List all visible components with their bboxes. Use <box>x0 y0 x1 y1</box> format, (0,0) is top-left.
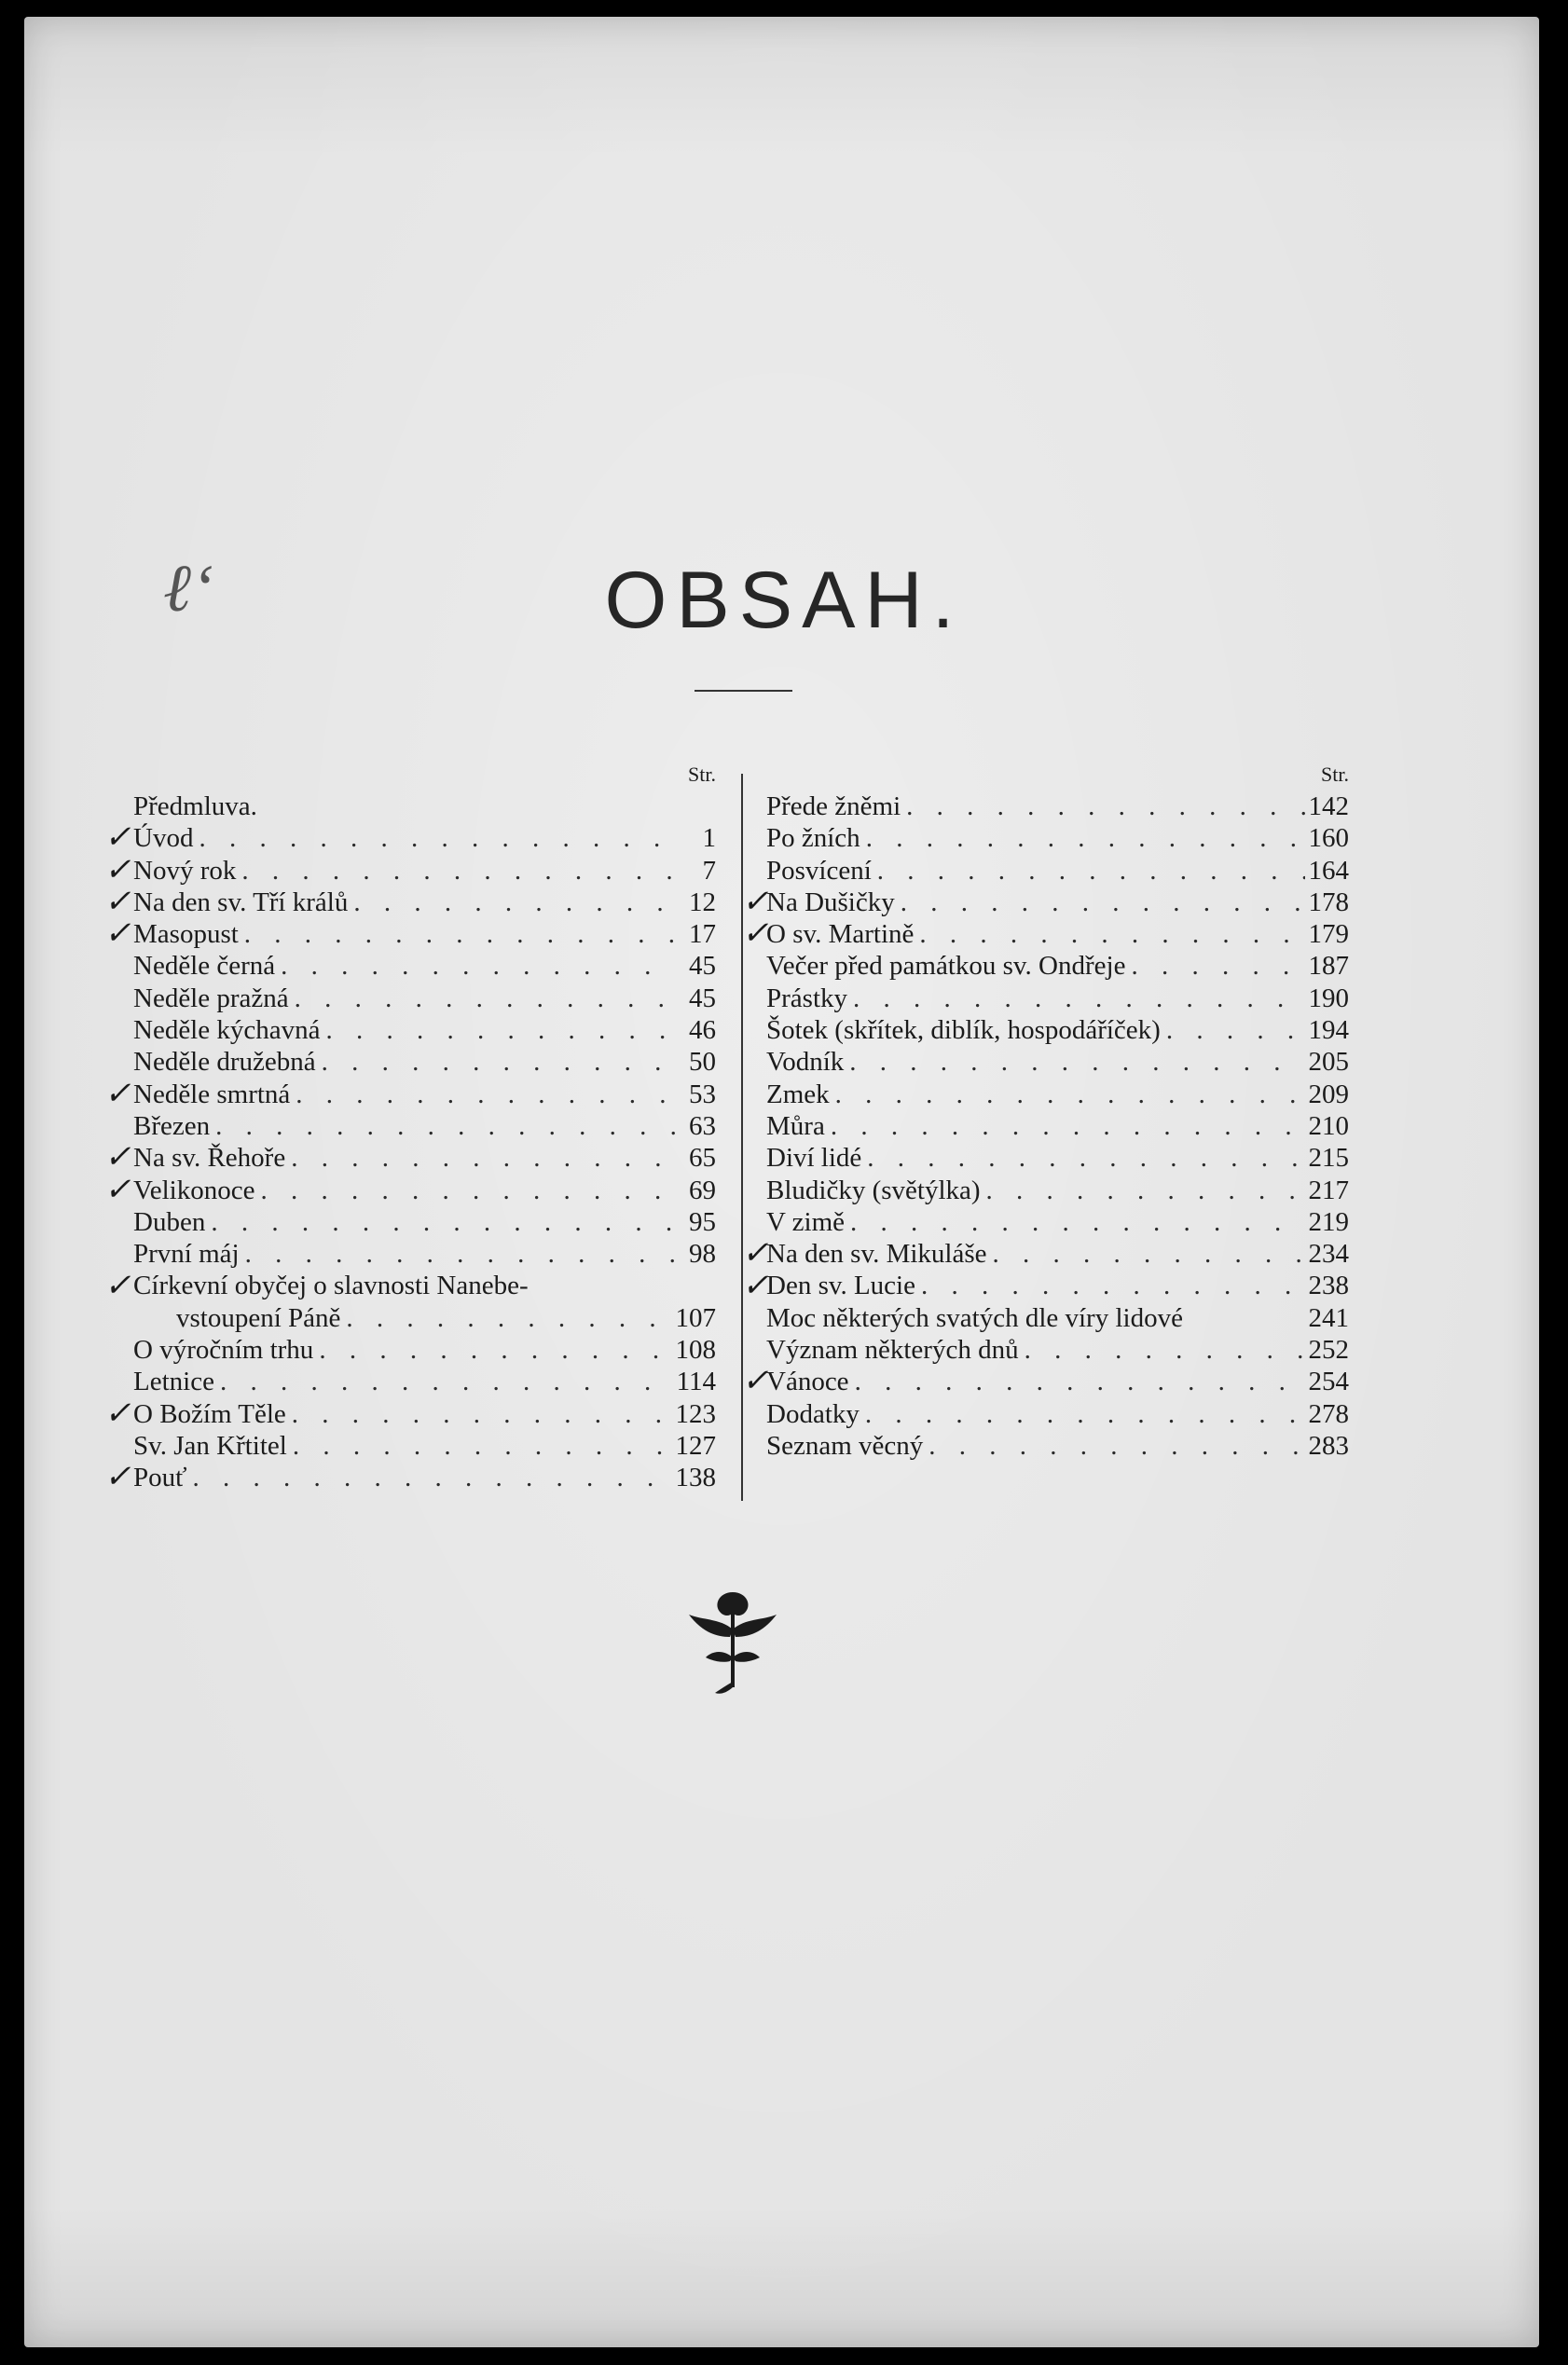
toc-page-number: 179 <box>1308 919 1349 950</box>
leader-dots <box>986 1175 1305 1206</box>
toc-entry <box>766 1142 1349 1174</box>
toc-entry <box>766 1398 1349 1430</box>
toc-entry-title: Seznam věcný <box>766 1430 924 1461</box>
toc-entry-title: Den sv. Lucie <box>766 1271 915 1301</box>
leader-dots <box>993 1238 1305 1270</box>
toc-entry-title: Velikonoce <box>133 1175 255 1205</box>
toc-page-number: 205 <box>1308 1047 1349 1078</box>
toc-entry-title: Posvícení <box>766 855 872 886</box>
toc-entry <box>133 983 716 1014</box>
toc-entry <box>133 1366 716 1397</box>
toc-page-number: 217 <box>1308 1175 1349 1205</box>
toc-page-number: 12 <box>689 887 716 917</box>
toc-page-number: 138 <box>675 1463 716 1493</box>
toc-entry-title: Šotek (skřítek, diblík, hospodáříček) <box>766 1015 1161 1046</box>
pencil-checkmark-icon: ✓ <box>104 1396 131 1431</box>
toc-entry <box>766 791 1349 822</box>
leader-dots <box>215 1110 675 1142</box>
toc-page-number: 164 <box>1308 855 1349 886</box>
toc-left-column <box>133 759 716 1494</box>
toc-entry-title: Neděle černá <box>133 951 276 982</box>
toc-page-number: 53 <box>689 1079 716 1109</box>
pencil-checkmark-icon: ✓ <box>104 1172 131 1207</box>
toc-entry <box>766 1175 1349 1206</box>
toc-entry-title: Církevní obyčej o slavnosti Nanebe- <box>133 1271 529 1301</box>
toc-page-number: 194 <box>1308 1015 1349 1046</box>
str-header-right: Str. <box>1321 763 1349 786</box>
toc-entry-title: Můra <box>766 1110 825 1141</box>
leader-dots <box>281 950 675 982</box>
toc-entry-title: Neděle kýchavná <box>133 1015 321 1046</box>
leader-dots <box>1025 1334 1305 1366</box>
pencil-checkmark-icon: ✓ <box>742 1364 769 1399</box>
toc-entry <box>766 1430 1349 1462</box>
toc-entry-title: Prástky <box>766 983 847 1013</box>
toc-entry <box>766 822 1349 854</box>
toc-entry-title: Zmek <box>766 1079 830 1109</box>
pencil-checkmark-icon: ✓ <box>742 884 769 919</box>
toc-entry <box>133 887 716 918</box>
toc-right-column <box>766 759 1349 1462</box>
leader-dots <box>199 822 675 854</box>
leader-dots <box>835 1079 1305 1110</box>
toc-page-number: 107 <box>675 1302 716 1333</box>
toc-entry <box>766 1334 1349 1366</box>
toc-entry <box>133 822 716 854</box>
toc-entry-title: O Božím Těle <box>133 1398 286 1429</box>
toc-entry-title: O výročním trhu <box>133 1335 314 1366</box>
toc-entry-title: Na sv. Řehoře <box>133 1143 286 1174</box>
title-underline <box>695 690 792 692</box>
leader-dots <box>295 983 675 1014</box>
leader-dots <box>245 1238 675 1270</box>
leader-dots <box>877 855 1305 887</box>
leader-dots <box>296 1079 675 1110</box>
toc-entry <box>133 1302 716 1334</box>
toc-entry-title: Neděle pražná <box>133 983 289 1013</box>
toc-page-number: 283 <box>1308 1430 1349 1461</box>
toc-entry <box>766 1238 1349 1270</box>
toc-entry <box>766 1110 1349 1142</box>
toc-entry <box>133 1334 716 1366</box>
leader-dots <box>1131 950 1304 982</box>
pencil-checkmark-icon: ✓ <box>742 916 769 952</box>
leader-dots <box>921 1270 1305 1301</box>
leader-dots <box>241 855 675 887</box>
toc-page-number: 209 <box>1308 1079 1349 1109</box>
toc-entry-title: Vánoce <box>766 1367 849 1397</box>
toc-entry <box>766 1206 1349 1238</box>
toc-page-number: 108 <box>675 1335 716 1366</box>
leader-dots <box>293 1430 672 1462</box>
leader-dots <box>928 1430 1304 1462</box>
toc-entry <box>766 950 1349 982</box>
toc-entry <box>133 1398 716 1430</box>
toc-entry-title: Na Dušičky <box>766 887 895 917</box>
pencil-scribble-icon: ℓ‘ <box>163 551 213 626</box>
toc-page-number: 234 <box>1308 1239 1349 1270</box>
toc-entry-title: Bludičky (světýlka) <box>766 1175 981 1205</box>
toc-page-number: 178 <box>1308 887 1349 917</box>
toc-page-number: 210 <box>1308 1110 1349 1141</box>
toc-entry-title: Pouť <box>133 1463 187 1493</box>
toc-page-number: 123 <box>675 1398 716 1429</box>
toc-page-number: 50 <box>689 1047 716 1078</box>
toc-entry-title: Předmluva. <box>133 791 257 821</box>
toc-entry <box>133 1046 716 1078</box>
toc-entry <box>133 855 716 887</box>
toc-entry-title: Vodník <box>766 1047 845 1078</box>
leader-dots <box>866 822 1305 854</box>
toc-entry-title: Diví lidé <box>766 1143 862 1174</box>
toc-entry <box>133 950 716 982</box>
toc-page-number: 160 <box>1308 823 1349 854</box>
page-title: OBSAH. <box>604 556 964 645</box>
toc-page-number: 278 <box>1308 1398 1349 1429</box>
leader-dots <box>867 1142 1304 1174</box>
leader-dots <box>353 887 675 918</box>
leader-dots <box>193 1462 672 1493</box>
toc-entry-title: V zimě <box>766 1206 846 1237</box>
toc-entry <box>133 791 716 822</box>
toc-page-number: 252 <box>1308 1335 1349 1366</box>
toc-page-number: 98 <box>689 1239 716 1270</box>
toc-page-number: 63 <box>689 1110 716 1141</box>
pencil-checkmark-icon: ✓ <box>742 1236 769 1272</box>
toc-entry <box>766 918 1349 950</box>
leader-dots <box>906 791 1304 822</box>
toc-page-number: 142 <box>1308 791 1349 821</box>
toc-page-number: 241 <box>1308 1302 1349 1333</box>
toc-entry-title: Březen <box>133 1110 211 1141</box>
toc-page-number: 238 <box>1308 1271 1349 1301</box>
leader-dots <box>1166 1014 1305 1046</box>
leader-dots <box>831 1110 1305 1142</box>
pencil-checkmark-icon: ✓ <box>104 1460 131 1495</box>
toc-entry-title: Přede žněmi <box>766 791 901 821</box>
toc-page-number: 1 <box>702 823 716 854</box>
pencil-checkmark-icon: ✓ <box>104 852 131 887</box>
leader-dots <box>853 983 1305 1014</box>
toc-entry <box>766 1079 1349 1110</box>
leader-dots <box>901 887 1305 918</box>
toc-entry <box>133 1175 716 1206</box>
toc-page-number: 127 <box>675 1430 716 1461</box>
toc-entry <box>133 1142 716 1174</box>
toc-entry-title: Na den sv. Mikuláše <box>766 1239 987 1270</box>
toc-page-number: 69 <box>689 1175 716 1205</box>
toc-entry-title: Dodatky <box>766 1398 860 1429</box>
toc-entry-title: O sv. Martině <box>766 919 915 950</box>
toc-entry-title: Duben <box>133 1206 206 1237</box>
toc-page-number: 45 <box>689 983 716 1013</box>
toc-entry-title: Večer před památkou sv. Ondřeje <box>766 951 1126 982</box>
toc-entry <box>766 855 1349 887</box>
toc-entry-title: Sv. Jan Křtitel <box>133 1430 287 1461</box>
leader-dots <box>849 1046 1304 1078</box>
toc-page-number: 187 <box>1308 951 1349 982</box>
leader-dots <box>260 1175 675 1206</box>
pencil-checkmark-icon: ✓ <box>104 1076 131 1111</box>
pencil-checkmark-icon: ✓ <box>104 884 131 919</box>
toc-entry <box>133 1270 716 1301</box>
toc-entry-title: Po žních <box>766 823 860 854</box>
toc-entry-title: Význam některých dnů <box>766 1335 1019 1366</box>
toc-entry <box>766 1366 1349 1397</box>
leader-dots <box>865 1398 1305 1430</box>
leader-dots <box>220 1366 673 1397</box>
leader-dots <box>319 1334 671 1366</box>
toc-entry-title: vstoupení Páně <box>176 1302 341 1333</box>
toc-entry <box>133 1206 716 1238</box>
toc-entry-title: První máj <box>133 1239 240 1270</box>
pencil-checkmark-icon: ✓ <box>104 820 131 856</box>
toc-entry <box>766 1014 1349 1046</box>
leader-dots <box>850 1206 1304 1238</box>
toc-page-number: 215 <box>1308 1143 1349 1174</box>
toc-page-number: 46 <box>689 1015 716 1046</box>
leader-dots <box>322 1046 675 1078</box>
toc-page-number: 65 <box>689 1143 716 1174</box>
toc-page-number: 45 <box>689 951 716 982</box>
toc-entry <box>133 1430 716 1462</box>
toc-entry <box>766 887 1349 918</box>
toc-entry-title: Masopust <box>133 919 239 950</box>
toc-entry <box>133 1462 716 1493</box>
toc-entry <box>133 1014 716 1046</box>
toc-page-number: 114 <box>676 1367 716 1397</box>
toc-page-number: 254 <box>1308 1367 1349 1397</box>
toc-entry <box>766 1302 1349 1334</box>
toc-entry <box>766 1046 1349 1078</box>
leader-dots <box>211 1206 675 1238</box>
toc-entry <box>766 1270 1349 1301</box>
toc-entry-title: Moc některých svatých dle víry lidové <box>766 1302 1183 1333</box>
leader-dots <box>244 918 675 950</box>
leader-dots <box>325 1014 675 1046</box>
pencil-checkmark-icon: ✓ <box>742 1268 769 1303</box>
toc-page-number: 17 <box>689 919 716 950</box>
toc-entry-title: Neděle družebná <box>133 1047 316 1078</box>
leader-dots <box>919 918 1304 950</box>
toc-entry-title: Neděle smrtná <box>133 1079 291 1109</box>
toc-page-number: 95 <box>689 1206 716 1237</box>
pencil-checkmark-icon: ✓ <box>104 1140 131 1176</box>
str-header-left: Str. <box>688 763 716 786</box>
toc-entry-title: Nový rok <box>133 855 237 886</box>
fleuron-flower-icon <box>681 1585 784 1701</box>
pencil-checkmark-icon: ✓ <box>104 916 131 952</box>
toc-entry-title: Úvod <box>133 823 194 854</box>
leader-dots <box>291 1142 675 1174</box>
toc-entry <box>133 1110 716 1142</box>
leader-dots <box>855 1366 1305 1397</box>
leader-dots <box>346 1302 671 1334</box>
toc-entry <box>133 1079 716 1110</box>
toc-entry <box>766 983 1349 1014</box>
leader-dots <box>292 1398 672 1430</box>
toc-page-number: 219 <box>1308 1206 1349 1237</box>
toc-entry-title: Na den sv. Tří králů <box>133 887 349 917</box>
pencil-checkmark-icon: ✓ <box>104 1268 131 1303</box>
toc-entry-title: Letnice <box>133 1367 214 1397</box>
toc-page-number: 7 <box>702 855 716 886</box>
toc-page-number: 190 <box>1308 983 1349 1013</box>
toc-entry <box>133 1238 716 1270</box>
toc-entry <box>133 918 716 950</box>
